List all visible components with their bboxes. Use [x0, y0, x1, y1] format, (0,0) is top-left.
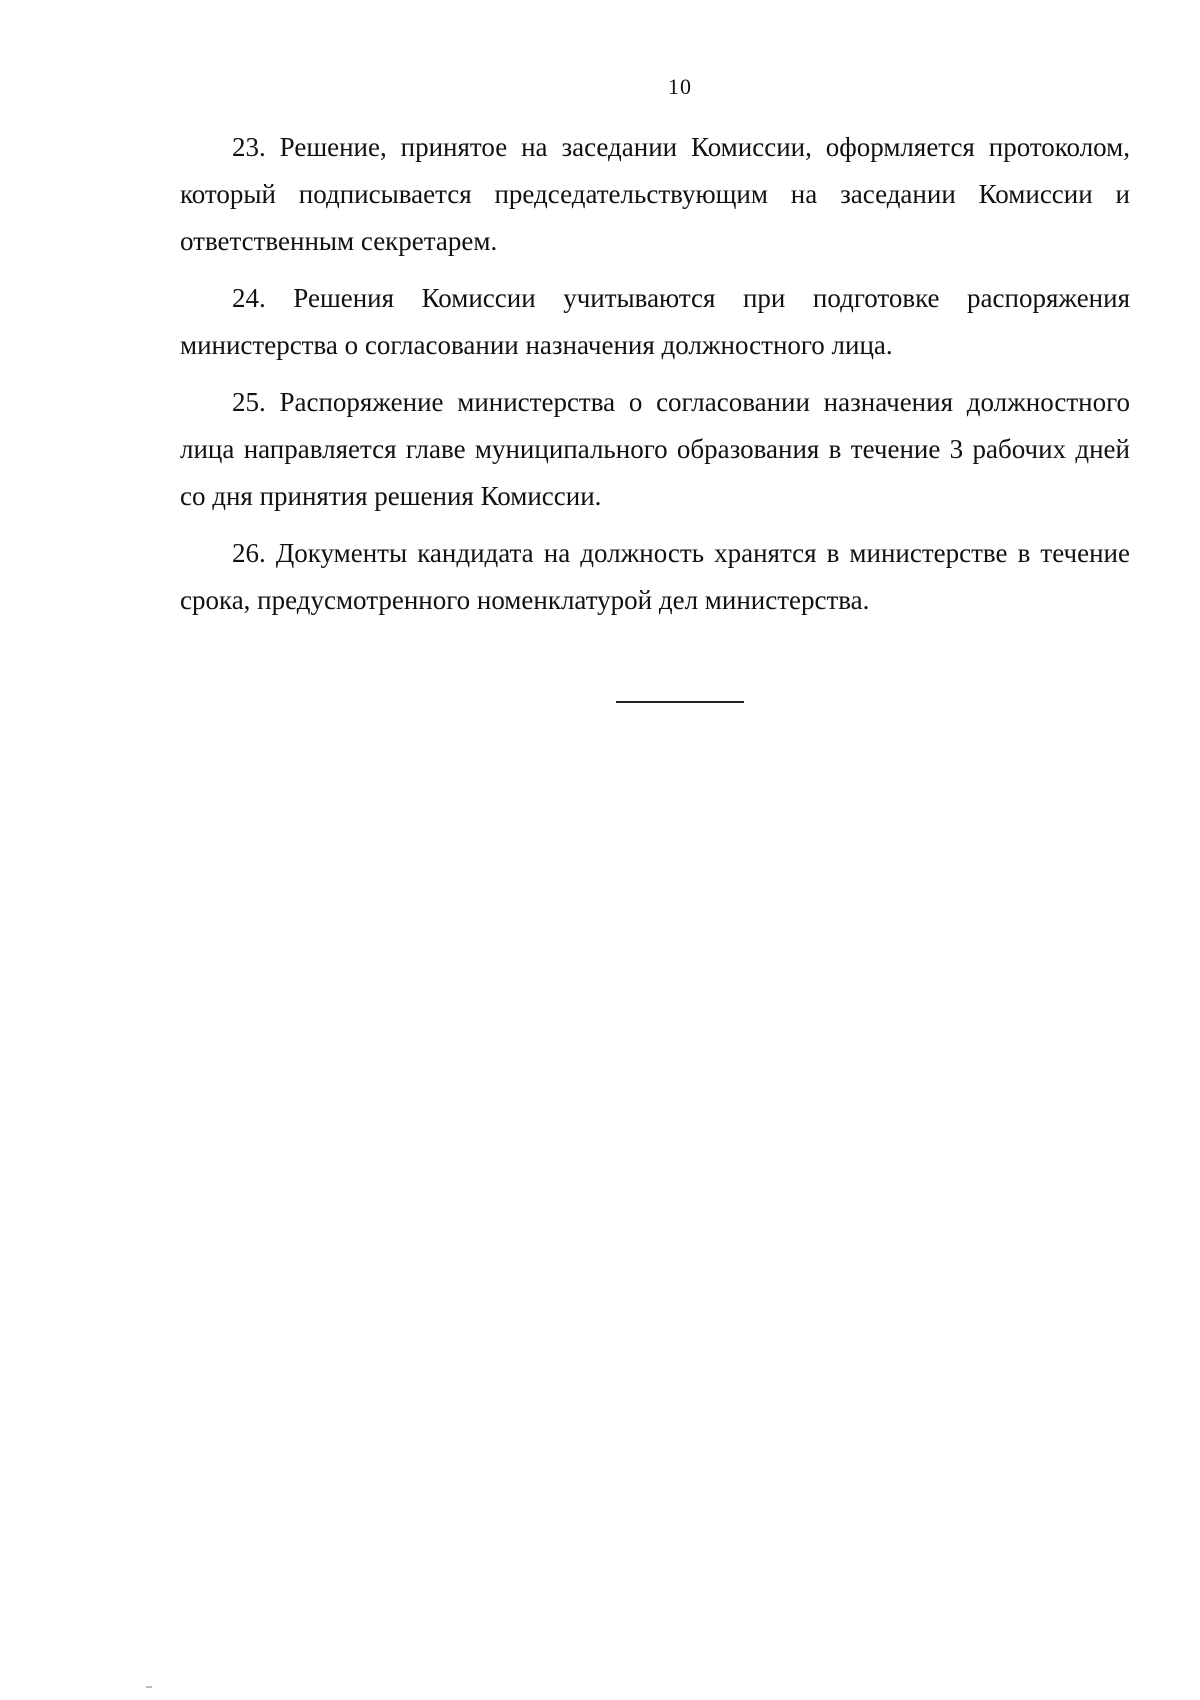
document-body — [180, 124, 1130, 634]
paragraph-23: 23. Решение, принятое на заседании Комиссии, оформляется протоколом, который подписывается председательствующим на заседании Комиссии и ответственным секретарем. — [180, 132, 1130, 256]
scan-artifact-mark — [146, 1686, 152, 1688]
end-of-text-rule — [616, 701, 744, 703]
page-number: 10 — [668, 74, 692, 99]
paragraph-26: 26. Документы кандидата на должность хранятся в министерстве в течение срока, предусмотренного номенклатурой дел министерства. — [180, 538, 1130, 615]
paragraph-24: 24. Решения Комиссии учитываются при подготовке распоряжения министерства о согласовании назначения должностного лица. — [180, 283, 1130, 360]
paragraph-25: 25. Распоряжение министерства о согласовании назначения должностного лица направляется главе муниципального образования в течение 3 рабочих дней со дня принятия решения Комиссии. — [180, 387, 1130, 511]
